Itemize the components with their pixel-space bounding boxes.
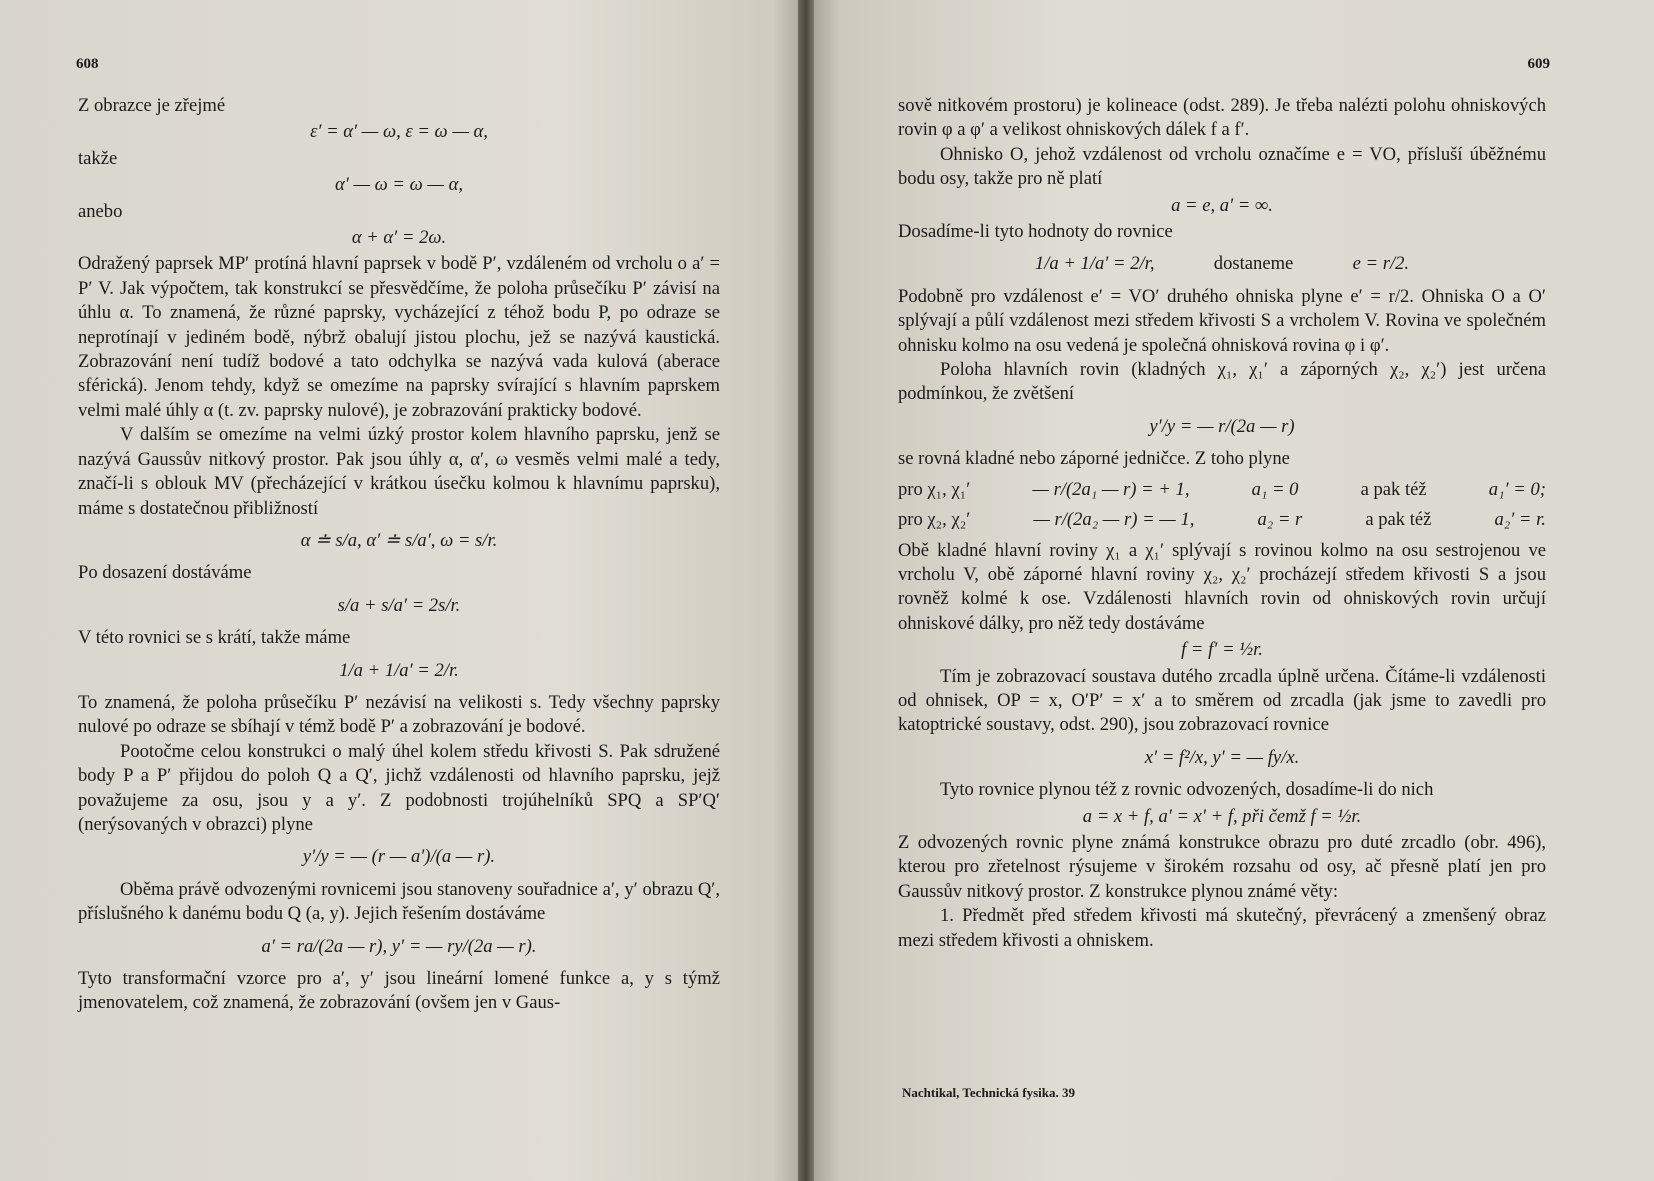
paragraph: Obě kladné hlavní roviny χ₁ a χ₁′ splývají s rovinou kolmo na osu sestrojenou ve vrcholu V, obě záporné hlavní roviny χ₂, χ₂′ procházejí středem křivosti S a jsou rovněž kolmé k ose. Vzdálenosti hlavních rovin od ohniskových rovin určují ohniskové dálky, pro něž tedy dostáváme bbox=[898, 539, 1546, 634]
paragraph: Tím je zobrazovací soustava dutého zrcadla úplně určena. Čítáme-li vzdálenosti od ohnisek, OP = x, O′P′ = x′ a to směrem od zrcadla (jak jsme to zavedli pro katoptrické soustavy, odst. 290), jsou zobrazovací rovnice bbox=[898, 665, 1546, 736]
paragraph: Tyto transformační vzorce pro a′, y′ jsou lineární lomené funkce a, y s týmž jmenovatelem, což znamená, že zobrazování (ovšem jen v Gaus- bbox=[78, 968, 720, 1014]
equation: a₁ = 0 bbox=[1251, 478, 1299, 500]
equation: e = r/2. bbox=[1352, 253, 1410, 275]
paragraph: Z odvozených rovnic plyne známá konstrukce obrazu pro duté zrcadlo (obr. 496), kterou pro zřetelnost rýsujeme v širokém rozsahu od osy, ač přesně platí jen pro Gaussův nitkový prostor. Z konstrukce plynou známé věty: bbox=[898, 831, 1546, 902]
equation: — r/(2a₂ — r) = — 1, bbox=[1033, 509, 1195, 531]
text-line: se rovná kladné nebo záporné jedničce. Z toho plyne bbox=[898, 448, 1290, 470]
equation: y′/y = — (r — a′)/(a — r). bbox=[302, 846, 496, 868]
text-inline: pro χ₁, χ₁′ bbox=[898, 478, 971, 500]
equation: 1/a + 1/a′ = 2/r. bbox=[339, 659, 459, 681]
equation: α′ — ω = ω — α, bbox=[335, 174, 463, 196]
text-line: Po dosazení dostáváme bbox=[78, 562, 252, 584]
text-inline: a pak též bbox=[1365, 509, 1432, 531]
paragraph: Odražený paprsek MP′ protíná hlavní paprsek v bodě P′, vzdáleném od vrcholu o a′ = P′ V. Jak výpočtem, tak konstrukcí se přesvědčíme, že poloha průsečíku P′ závisí na úhlu α. To znamená, že různé paprsky, vycházející z téhož bodu P, po odraze se neprotínají v jediném bodě, nýbrž obalují jistou plochu, jež se nazývá kaustická. Zobrazování není tudíž bodové a tato odchylka se nazývá vada kulová (aberace sférická). Jenom tehdy, když se omezíme na paprsky svírající s hlavním paprskem velmi malé úhly α (t. zv. paprsky nulové), je zobrazování prakticky bodové. bbox=[78, 253, 720, 421]
text-inline: pro χ₂, χ₂′ bbox=[898, 509, 971, 531]
equation-row bbox=[898, 508, 1546, 532]
left-page bbox=[0, 0, 806, 1181]
equation: a₁′ = 0; bbox=[1488, 478, 1546, 500]
equation: ε′ = α′ — ω, ε = ω — α, bbox=[310, 121, 488, 143]
equation: y′/y = — r/(2a — r) bbox=[1149, 415, 1295, 437]
paragraph: V dalším se omezíme na velmi úzký prostor kolem hlavního paprsku, jenž se nazývá Gaussův nitkový prostor. Pak jsou úhly α, α′, ω vesměs velmi malé a tedy, značí-li s oblouk MV (přecházející v krátkou úsečku kolmou k hlavnímu paprsku), máme s dostatečnou přibližností bbox=[78, 424, 720, 519]
page-footer: Nachtikal, Technická fysika. 39 bbox=[902, 1085, 1076, 1100]
text-inline: dostaneme bbox=[1213, 253, 1294, 275]
text-line: takže bbox=[78, 147, 118, 169]
paragraph: Poloha hlavních rovin (kladných χ₁, χ₁′ a záporných χ₂, χ₂′) jest určena podmínkou, že zvětšení bbox=[898, 359, 1546, 405]
equation: a₂ = r bbox=[1257, 509, 1303, 531]
equation: a = x + f, a′ = x′ + f, při čemž f = ½r. bbox=[1082, 805, 1362, 827]
page-number-right: 609 bbox=[1527, 56, 1550, 72]
equation: a = e, a′ = ∞. bbox=[1171, 194, 1273, 216]
paragraph: Tyto rovnice plynou též z rovnic odvozených, dosadíme-li do nich bbox=[940, 779, 1434, 801]
equation-row bbox=[898, 478, 1546, 502]
book-spine bbox=[798, 0, 814, 1181]
equation: s/a + s/a′ = 2s/r. bbox=[337, 594, 461, 616]
equation: a′ = ra/(2a — r), y′ = — ry/(2a — r). bbox=[261, 935, 537, 957]
paragraph: Ohnisko O, jehož vzdálenost od vrcholu označíme e = VO, přísluší úběžnému bodu osy, takže pro ně platí bbox=[898, 143, 1546, 190]
text-inline: a pak též bbox=[1360, 478, 1427, 500]
equation: 1/a + 1/a′ = 2/r, bbox=[1034, 253, 1155, 275]
text-line: Dosadíme-li tyto hodnoty do rovnice bbox=[898, 221, 1173, 243]
equation: — r/(2a₁ — r) = + 1, bbox=[1032, 478, 1190, 500]
page-number-left: 608 bbox=[76, 56, 99, 72]
equation-row bbox=[898, 252, 1546, 276]
paragraph: Podobně pro vzdálenost e′ = VO′ druhého ohniska plyne e′ = r/2. Ohniska O a O′ splývají a půlí vzdálenost mezi středem křivosti S a vrcholem V. Rovina ve společném ohnisku kolmo na osu vedená je společná ohnisková rovina φ i φ′. bbox=[898, 285, 1546, 356]
equation: x′ = f²/x, y′ = — fy/x. bbox=[1144, 746, 1300, 768]
paragraph: Oběma právě odvozenými rovnicemi jsou stanoveny souřadnice a′, y′ obrazu Q′, příslušného k danému bodu Q (a, y). Jejich řešením dostáváme bbox=[78, 878, 720, 925]
paragraph: To znamená, že poloha průsečíku P′ nezávisí na velikosti s. Tedy všechny paprsky nulové po odraze se sbíhají v témž bodě P′ a zobrazování je bodové. bbox=[78, 691, 720, 738]
equation: f = f′ = ½r. bbox=[1181, 639, 1263, 661]
text-line: Z obrazce je zřejmé bbox=[78, 95, 226, 116]
equation: α ≐ s/a, α′ ≐ s/a′, ω = s/r. bbox=[300, 529, 498, 551]
paragraph: Pootočme celou konstrukci o malý úhel kolem středu křivosti S. Pak sdružené body P a P′ přijdou do poloh Q a Q′, jichž vzdálenosti od hlavního paprsku, jejž považujeme za osu, jsou y a y′. Z podobnosti trojúhelníků SPQ a SP′Q′ (nerýsovaných v obrazci) plyne bbox=[78, 740, 720, 835]
paragraph: sově nitkovém prostoru) je kolineace (odst. 289). Je třeba nalézti polohu ohniskových rovin φ a φ′ a velikost ohniskových dálek f a f′. bbox=[898, 95, 1546, 141]
text-line: anebo bbox=[78, 200, 123, 222]
equation: α + α′ = 2ω. bbox=[351, 227, 447, 249]
equation: a₂′ = r. bbox=[1494, 509, 1546, 531]
right-page-text bbox=[898, 94, 1546, 953]
text-line: V této rovnici se s krátí, takže máme bbox=[78, 627, 351, 649]
right-page bbox=[806, 0, 1654, 1181]
left-page-text bbox=[78, 94, 720, 1016]
paragraph: 1. Předmět před středem křivosti má skutečný, převrácený a zmenšený obraz mezi středem křivosti a ohniskem. bbox=[898, 905, 1546, 951]
